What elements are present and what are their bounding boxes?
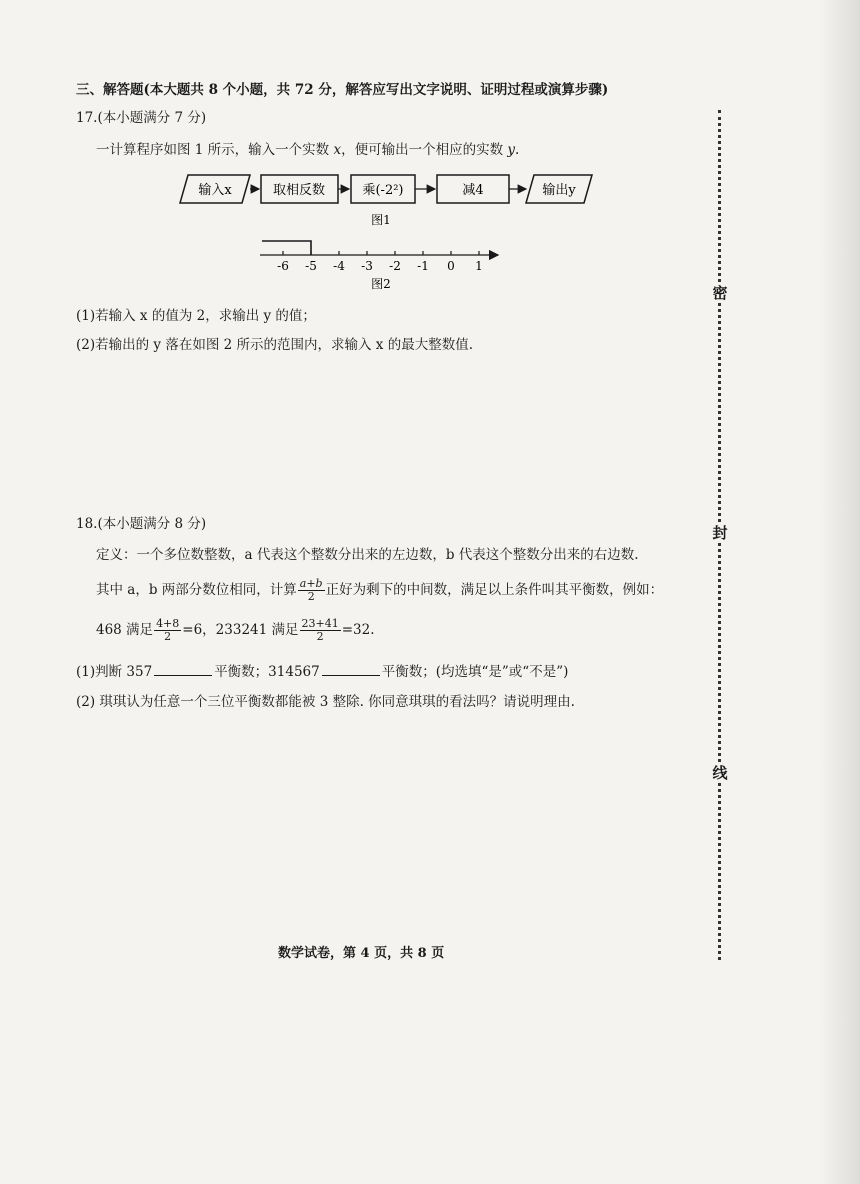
number-line-range-bracket — [262, 241, 311, 255]
fraction-example-2-denominator: 2 — [316, 630, 324, 643]
fraction-example-1 — [154, 618, 181, 643]
q17-intro-var-y: y — [507, 142, 516, 158]
fig1-caption: 图1 — [371, 213, 391, 227]
q18-example-text-b: =6，233241 满足 — [182, 622, 299, 638]
number-line-ticks — [277, 251, 483, 273]
q18-part1-text-c: 平衡数；(均选填“是”或“不是”) — [381, 664, 569, 680]
q18-line2-text-a: 其中 a，b 两部分数位相同，计算 — [96, 582, 297, 598]
q18-example-text-a: 468 满足 — [96, 622, 154, 638]
page-footer: 数学试卷，第 4 页，共 8 页 — [278, 946, 445, 961]
fraction-example-1-denominator: 2 — [164, 630, 172, 643]
flow-input-label: 输入x — [198, 183, 232, 198]
q17-intro-text-b: ，便可输出一个相应的实数 — [341, 142, 508, 158]
binding-char-feng: 封 — [710, 522, 730, 543]
q17-part1: (1)若输入 x 的值为 2，求输出 y 的值； — [76, 308, 316, 324]
fig2-caption: 图2 — [371, 277, 391, 291]
q18-part2: (2) 琪琪认为任意一个三位平衡数都能被 3 整除. 你同意琪琪的看法吗？请说明理由. — [76, 694, 575, 710]
flowchart-figure — [0, 0, 860, 300]
q18-examples — [96, 618, 375, 643]
q17-header: 17.(本小题满分 7 分) — [76, 110, 207, 126]
flow-step2-label: 乘(-2²) — [362, 183, 404, 198]
number-line-tick-label: -3 — [361, 259, 373, 273]
number-line-tick-label: -2 — [389, 259, 401, 273]
number-line-tick-label: 1 — [475, 259, 483, 273]
q18-definition: 定义：一个多位数整数，a 代表这个整数分出来的左边数，b 代表这个整数分出来的右边数. — [96, 547, 639, 563]
fraction-a-plus-b-numerator: a+b — [299, 577, 323, 590]
q17-part2: (2)若输出的 y 落在如图 2 所示的范围内，求输入 x 的最大整数值. — [76, 337, 473, 353]
number-line-tick-label: -5 — [305, 259, 317, 273]
q17-intro-text-c: . — [515, 142, 520, 158]
q18-part1-text-b: 平衡数；314567 — [214, 664, 320, 680]
flow-step1-label: 取相反数 — [272, 183, 326, 198]
scan-shadow-edge — [820, 0, 860, 1184]
q18-line2-text-b: 正好为剩下的中间数，满足以上条件叫其平衡数，例如： — [325, 582, 664, 598]
fraction-example-2-numerator: 23+41 — [301, 617, 339, 630]
binding-char-xian: 线 — [710, 762, 730, 783]
q18-part1-text-a: (1)判断 357 — [76, 664, 153, 680]
q18-line2 — [96, 578, 663, 603]
q18-header: 18.(本小题满分 8 分) — [76, 516, 207, 532]
section-heading: 三、解答题(本大题共 8 个小题，共 72 分，解答应写出文字说明、证明过程或演算步骤) — [76, 82, 609, 98]
fraction-a-plus-b-denominator: 2 — [307, 590, 315, 603]
q18-part1 — [76, 662, 568, 682]
q17-intro-text-a: 一计算程序如图 1 所示，输入一个实数 — [96, 142, 334, 158]
fraction-example-1-numerator: 4+8 — [156, 617, 180, 630]
flow-output-label: 输出y — [542, 183, 576, 198]
answer-blank-357[interactable] — [154, 663, 212, 676]
binding-char-mi: 密 — [710, 282, 730, 303]
number-line-tick-label: 0 — [447, 259, 455, 273]
answer-blank-314567[interactable] — [322, 663, 380, 676]
flow-step3-label: 减4 — [462, 183, 484, 198]
fraction-example-2 — [300, 618, 341, 643]
q17-intro-var-x: x — [333, 142, 342, 158]
number-line-tick-label: -6 — [277, 259, 289, 273]
number-line-tick-label: -1 — [417, 259, 429, 273]
q18-example-text-c: =32. — [341, 622, 375, 638]
fraction-a-plus-b — [298, 578, 325, 603]
number-line-tick-label: -4 — [333, 259, 345, 273]
